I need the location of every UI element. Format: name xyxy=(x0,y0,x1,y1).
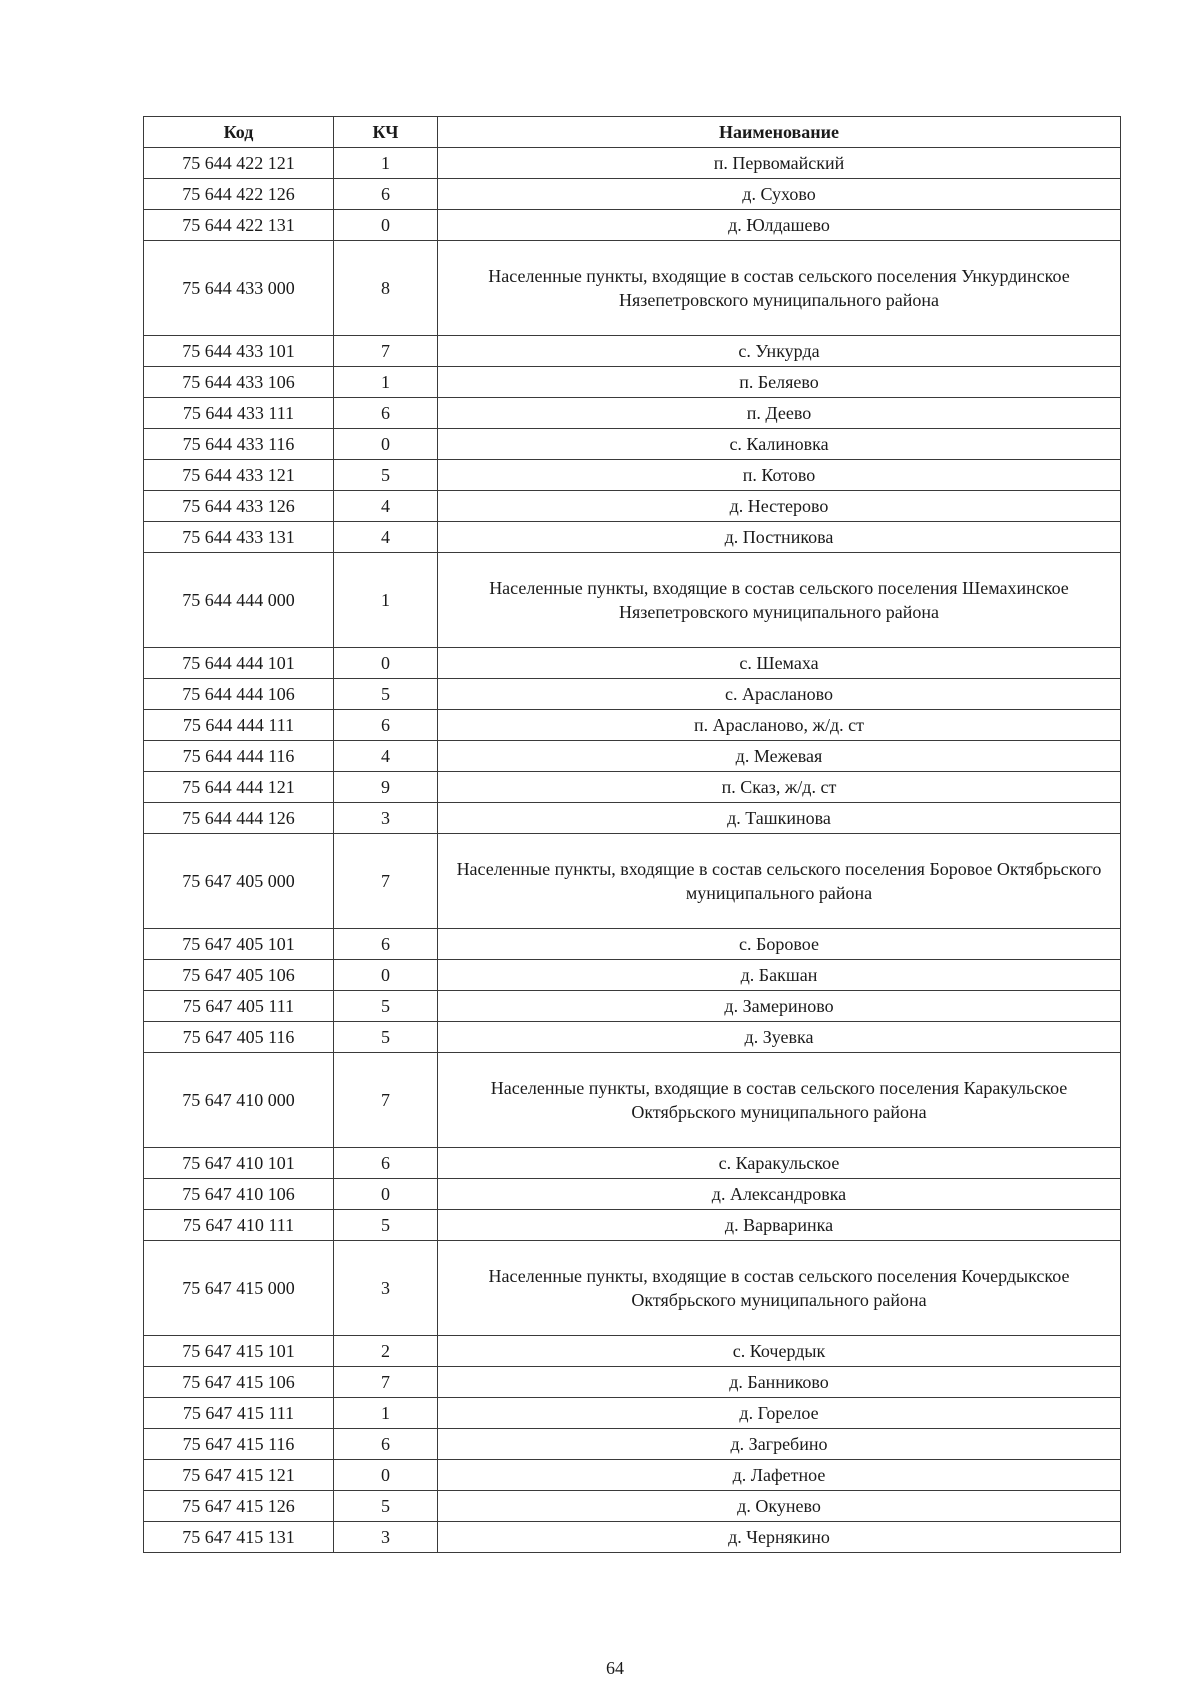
table-row xyxy=(144,367,1121,398)
table-row xyxy=(144,491,1121,522)
cell-name: д. Замериново xyxy=(438,991,1121,1022)
cell-code: 75 644 433 131 xyxy=(144,522,334,553)
cell-code: 75 644 444 111 xyxy=(144,710,334,741)
cell-name: д. Юлдашево xyxy=(438,210,1121,241)
cell-kch: 6 xyxy=(334,179,438,210)
page-number: 64 xyxy=(606,1658,624,1678)
table-row xyxy=(144,1022,1121,1053)
cell-name: д. Бакшан xyxy=(438,960,1121,991)
cell-code: 75 647 405 111 xyxy=(144,991,334,1022)
cell-code: 75 644 433 126 xyxy=(144,491,334,522)
table-row xyxy=(144,648,1121,679)
group-row xyxy=(144,1053,1121,1148)
cell-code: 75 644 433 000 xyxy=(144,241,334,336)
group-row xyxy=(144,834,1121,929)
table-row xyxy=(144,1522,1121,1553)
cell-code: 75 647 410 111 xyxy=(144,1210,334,1241)
cell-code: 75 647 405 000 xyxy=(144,834,334,929)
cell-name: д. Окунево xyxy=(438,1491,1121,1522)
cell-code: 75 644 433 116 xyxy=(144,429,334,460)
cell-name: д. Загребино xyxy=(438,1429,1121,1460)
cell-kch: 5 xyxy=(334,991,438,1022)
cell-kch: 1 xyxy=(334,367,438,398)
cell-name: д. Постникова xyxy=(438,522,1121,553)
table-row xyxy=(144,336,1121,367)
cell-code: 75 644 444 121 xyxy=(144,772,334,803)
table-row xyxy=(144,991,1121,1022)
cell-kch: 0 xyxy=(334,1460,438,1491)
cell-kch: 4 xyxy=(334,491,438,522)
cell-name: д. Ташкинова xyxy=(438,803,1121,834)
cell-name: д. Лафетное xyxy=(438,1460,1121,1491)
cell-name: п. Арасланово, ж/д. ст xyxy=(438,710,1121,741)
table-row xyxy=(144,929,1121,960)
cell-kch: 0 xyxy=(334,648,438,679)
table-row xyxy=(144,1398,1121,1429)
cell-name: д. Зуевка xyxy=(438,1022,1121,1053)
cell-kch: 6 xyxy=(334,929,438,960)
cell-code: 75 647 415 000 xyxy=(144,1241,334,1336)
cell-code: 75 647 415 131 xyxy=(144,1522,334,1553)
cell-name: д. Горелое xyxy=(438,1398,1121,1429)
table-row xyxy=(144,679,1121,710)
cell-kch: 4 xyxy=(334,522,438,553)
cell-code: 75 644 422 126 xyxy=(144,179,334,210)
table-row xyxy=(144,1336,1121,1367)
cell-kch: 2 xyxy=(334,1336,438,1367)
table-row xyxy=(144,210,1121,241)
cell-name: с. Арасланово xyxy=(438,679,1121,710)
cell-name: Населенные пункты, входящие в состав сельского поселения Боровое Октябрьского муниципального района xyxy=(438,834,1121,929)
cell-kch: 6 xyxy=(334,1148,438,1179)
table-body xyxy=(144,148,1121,1553)
header-name: Наименование xyxy=(438,117,1121,148)
cell-kch: 9 xyxy=(334,772,438,803)
cell-name: с. Калиновка xyxy=(438,429,1121,460)
table-row xyxy=(144,148,1121,179)
table-row xyxy=(144,398,1121,429)
cell-name: п. Сказ, ж/д. ст xyxy=(438,772,1121,803)
cell-name: с. Каракульское xyxy=(438,1148,1121,1179)
cell-kch: 7 xyxy=(334,834,438,929)
cell-name: п. Беляево xyxy=(438,367,1121,398)
cell-code: 75 644 444 101 xyxy=(144,648,334,679)
cell-name: с. Боровое xyxy=(438,929,1121,960)
cell-code: 75 644 444 116 xyxy=(144,741,334,772)
cell-name: п. Деево xyxy=(438,398,1121,429)
cell-kch: 6 xyxy=(334,710,438,741)
cell-kch: 6 xyxy=(334,398,438,429)
cell-kch: 7 xyxy=(334,336,438,367)
table-row xyxy=(144,460,1121,491)
header-kch: КЧ xyxy=(334,117,438,148)
cell-kch: 5 xyxy=(334,1022,438,1053)
cell-code: 75 647 415 111 xyxy=(144,1398,334,1429)
cell-code: 75 644 433 121 xyxy=(144,460,334,491)
cell-kch: 7 xyxy=(334,1053,438,1148)
cell-name: Населенные пункты, входящие в состав сельского поселения Кочердыкское Октябрьского муниципального района xyxy=(438,1241,1121,1336)
cell-code: 75 647 415 101 xyxy=(144,1336,334,1367)
cell-kch: 3 xyxy=(334,803,438,834)
cell-name: п. Первомайский xyxy=(438,148,1121,179)
table-row xyxy=(144,710,1121,741)
table-row xyxy=(144,1429,1121,1460)
table-header xyxy=(144,117,1121,148)
cell-kch: 0 xyxy=(334,960,438,991)
cell-name: Населенные пункты, входящие в состав сельского поселения Шемахинское Нязепетровского муниципального района xyxy=(438,553,1121,648)
cell-code: 75 644 433 101 xyxy=(144,336,334,367)
cell-name: с. Кочердык xyxy=(438,1336,1121,1367)
cell-kch: 6 xyxy=(334,1429,438,1460)
settlements-table xyxy=(143,116,1121,1553)
cell-name: Населенные пункты, входящие в состав сельского поселения Ункурдинское Нязепетровского муниципального района xyxy=(438,241,1121,336)
group-row xyxy=(144,241,1121,336)
cell-kch: 0 xyxy=(334,210,438,241)
cell-kch: 8 xyxy=(334,241,438,336)
cell-kch: 4 xyxy=(334,741,438,772)
table-row xyxy=(144,1460,1121,1491)
cell-name: Населенные пункты, входящие в состав сельского поселения Каракульское Октябрьского муниципального района xyxy=(438,1053,1121,1148)
table-row xyxy=(144,1367,1121,1398)
table-row xyxy=(144,179,1121,210)
cell-kch: 5 xyxy=(334,1210,438,1241)
cell-code: 75 647 410 101 xyxy=(144,1148,334,1179)
cell-code: 75 647 415 121 xyxy=(144,1460,334,1491)
group-row xyxy=(144,553,1121,648)
cell-name: п. Котово xyxy=(438,460,1121,491)
header-row xyxy=(144,117,1121,148)
table-row xyxy=(144,772,1121,803)
cell-name: д. Александровка xyxy=(438,1179,1121,1210)
cell-code: 75 647 410 000 xyxy=(144,1053,334,1148)
table-row xyxy=(144,522,1121,553)
cell-code: 75 647 405 106 xyxy=(144,960,334,991)
cell-kch: 7 xyxy=(334,1367,438,1398)
cell-kch: 5 xyxy=(334,1491,438,1522)
cell-kch: 0 xyxy=(334,1179,438,1210)
cell-kch: 5 xyxy=(334,460,438,491)
cell-code: 75 647 415 106 xyxy=(144,1367,334,1398)
cell-name: д. Чернякино xyxy=(438,1522,1121,1553)
table-row xyxy=(144,741,1121,772)
cell-kch: 1 xyxy=(334,148,438,179)
cell-code: 75 644 444 000 xyxy=(144,553,334,648)
header-code: Код xyxy=(144,117,334,148)
table-row xyxy=(144,1210,1121,1241)
cell-code: 75 644 433 111 xyxy=(144,398,334,429)
cell-kch: 1 xyxy=(334,553,438,648)
cell-kch: 3 xyxy=(334,1522,438,1553)
table-row xyxy=(144,429,1121,460)
cell-name: д. Банниково xyxy=(438,1367,1121,1398)
cell-code: 75 647 410 106 xyxy=(144,1179,334,1210)
cell-code: 75 644 433 106 xyxy=(144,367,334,398)
cell-code: 75 644 444 126 xyxy=(144,803,334,834)
table-row xyxy=(144,1491,1121,1522)
cell-name: д. Сухово xyxy=(438,179,1121,210)
cell-name: д. Межевая xyxy=(438,741,1121,772)
table-row xyxy=(144,960,1121,991)
cell-code: 75 644 422 121 xyxy=(144,148,334,179)
cell-code: 75 647 405 116 xyxy=(144,1022,334,1053)
group-row xyxy=(144,1241,1121,1336)
cell-kch: 3 xyxy=(334,1241,438,1336)
table-row xyxy=(144,1179,1121,1210)
cell-name: д. Нестерово xyxy=(438,491,1121,522)
cell-code: 75 644 422 131 xyxy=(144,210,334,241)
cell-kch: 0 xyxy=(334,429,438,460)
cell-code: 75 647 415 116 xyxy=(144,1429,334,1460)
cell-name: с. Шемаха xyxy=(438,648,1121,679)
table-row xyxy=(144,1148,1121,1179)
cell-code: 75 647 415 126 xyxy=(144,1491,334,1522)
table-row xyxy=(144,803,1121,834)
cell-kch: 5 xyxy=(334,679,438,710)
cell-name: с. Ункурда xyxy=(438,336,1121,367)
cell-code: 75 644 444 106 xyxy=(144,679,334,710)
cell-name: д. Варваринка xyxy=(438,1210,1121,1241)
cell-code: 75 647 405 101 xyxy=(144,929,334,960)
cell-kch: 1 xyxy=(334,1398,438,1429)
